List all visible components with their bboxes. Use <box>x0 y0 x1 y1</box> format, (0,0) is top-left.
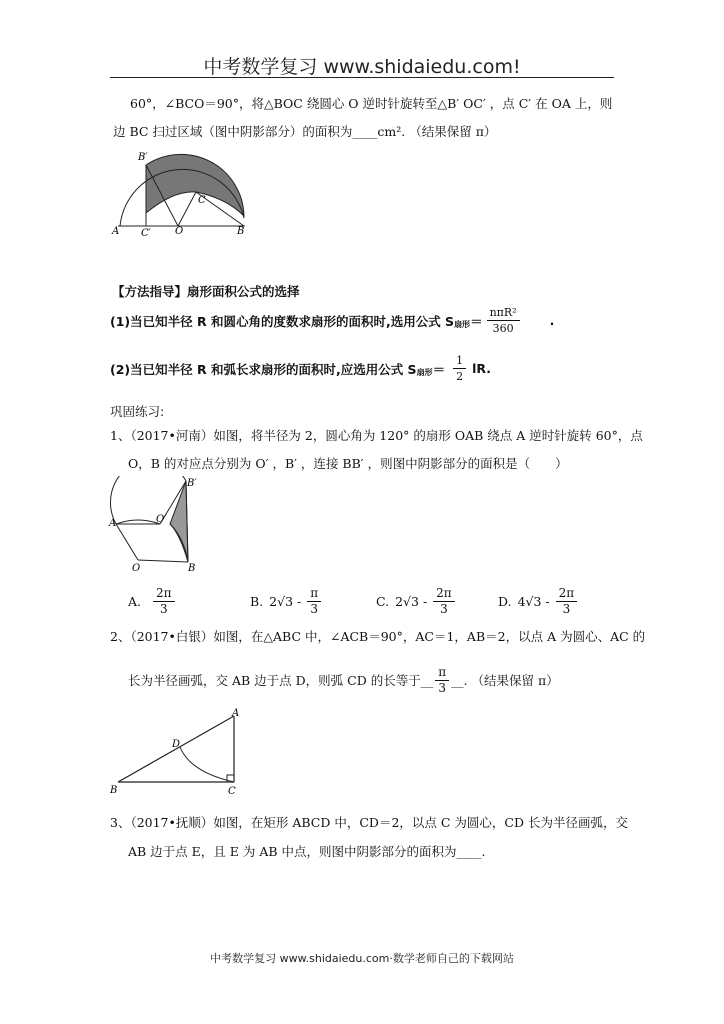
q2-arc-cd <box>180 747 234 782</box>
page-footer: 中考数学复习 www.shidaiedu.com·数学老师自己的下载网站 <box>210 952 514 965</box>
q1-option-a-den: 3 <box>159 602 168 616</box>
q2-answer-den: 3 <box>438 681 446 695</box>
fig1-label-c: C <box>198 195 206 206</box>
q1-a-o <box>116 524 138 560</box>
q1-option-c[interactable] <box>376 586 455 617</box>
figure-1 <box>108 148 253 238</box>
q2-label-c: C <box>228 786 236 797</box>
q1-option-c-den: 3 <box>440 602 448 616</box>
intro-line-2: 边 BC 扫过区域（图中阴影部分）的面积为____cm². （结果保留 π） <box>113 124 497 139</box>
q1-option-a[interactable] <box>128 586 175 617</box>
method-item-2-num: 1 <box>453 353 466 369</box>
method-item-1-text: (1)当已知半径 R 和圆心角的度数求扇形的面积时,选用公式 S <box>110 313 455 329</box>
fig1-label-cprime: C′ <box>141 228 151 238</box>
method-item-1 <box>110 305 554 336</box>
q2-line-2 <box>128 665 559 696</box>
q2-answer-frac <box>435 665 449 696</box>
fig1-o-c <box>178 192 196 226</box>
method-item-2-end: lR. <box>472 361 491 376</box>
q2-line-1: 2、（2017•白银）如图，在△ABC 中，∠ACB＝90°，AC＝1，AB＝2，以点 A 为圆心、AC 的 <box>110 629 646 644</box>
method-item-2-den: 2 <box>456 370 464 383</box>
practice-heading: 巩固练习: <box>110 404 165 419</box>
q1-option-b[interactable] <box>250 586 321 617</box>
method-item-1-end: . <box>549 313 555 328</box>
q1-label-oprime: O′ <box>156 514 167 525</box>
method-item-2-text: (2)当已知半径 R 和弧长求扇形的面积时,应选用公式 S <box>110 361 417 377</box>
method-item-1-num: nπR² <box>487 305 520 321</box>
q2-label-b: B <box>110 785 118 796</box>
q1-label-o: O <box>132 563 141 572</box>
figure-q2 <box>108 706 248 798</box>
method-item-1-sub: 扇形 <box>454 320 471 329</box>
figure-q1 <box>108 476 208 572</box>
fig1-label-o: O <box>175 226 184 237</box>
q1-option-d-num: 2π <box>556 586 578 602</box>
q1-option-c-prefix: 2√3 - <box>395 594 428 609</box>
q1-option-c-letter: C. <box>376 594 390 609</box>
q1-option-d-letter: D. <box>498 594 512 609</box>
q1-option-b-frac <box>307 586 321 617</box>
q1-label-b: B <box>188 563 196 572</box>
q1-label-bprime: B′ <box>187 478 197 489</box>
method-title: 【方法指导】扇形面积公式的选择 <box>112 284 300 299</box>
q1-option-b-num: π <box>307 586 321 602</box>
q1-option-a-letter: A. <box>128 594 142 609</box>
intro-line-1: 60°，∠BCO＝90°，将△BOC 绕圆心 O 逆时针旋转至△B′ OC′ ，点 C′ 在 OA 上，则 <box>130 96 613 111</box>
q1-option-b-prefix: 2√3 - <box>269 594 302 609</box>
method-item-1-eq: ＝ <box>470 313 483 329</box>
q2-answer-num: π <box>435 665 449 681</box>
q1-option-c-num: 2π <box>433 586 455 602</box>
q1-option-a-num: 2π <box>153 586 175 602</box>
method-item-1-den: 360 <box>492 322 514 335</box>
q1-option-c-frac <box>433 586 455 617</box>
fig1-label-a: A <box>112 226 120 237</box>
q1-option-d-frac <box>556 586 578 617</box>
q1-line-1: 1、（2017•河南）如图，将半径为 2，圆心角为 120° 的扇形 OAB 绕点 A 逆时针旋转 60°，点 <box>110 428 643 443</box>
page-header: 中考数学复习 www.shidaiedu.com! <box>203 56 521 78</box>
q3-line-2: AB 边于点 E，且 E 为 AB 中点，则图中阴影部分的面积为____. <box>128 844 486 859</box>
q1-option-b-den: 3 <box>310 602 319 616</box>
fig1-label-bprime: B′ <box>138 152 148 163</box>
q2-label-d: D <box>172 739 181 750</box>
q1-label-a: A <box>109 518 117 529</box>
q1-option-d[interactable] <box>498 586 577 617</box>
method-item-2 <box>110 353 491 384</box>
q1-option-d-prefix: 4√3 - <box>517 594 550 609</box>
fig1-shaded-region <box>146 154 244 216</box>
q1-option-a-frac <box>153 586 175 617</box>
q3-line-1: 3、（2017•抚顺）如图，在矩形 ABCD 中，CD＝2，以点 C 为圆心，CD 长为半径画弧，交 <box>110 815 628 830</box>
header-rule <box>110 77 614 78</box>
method-item-1-formula <box>487 305 520 336</box>
method-item-2-formula <box>453 353 466 384</box>
q1-line-2: O，B 的对应点分别为 O′ ，B′ ，连接 BB′ ，则图中阴影部分的面积是（ ） <box>128 456 568 471</box>
method-item-2-sub: 扇形 <box>416 368 433 377</box>
q1-option-d-den: 3 <box>562 602 571 616</box>
q2-line-2-post: __. （结果保留 π） <box>451 672 559 688</box>
method-item-2-eq: ＝ <box>432 361 446 377</box>
q1-option-b-letter: B. <box>250 594 264 609</box>
q2-label-a: A <box>232 708 240 719</box>
q2-line-2-pre: 长为半径画弧，交 AB 边于点 D，则弧 CD 的长等于__ <box>128 672 434 688</box>
q1-small-arc <box>116 520 160 524</box>
fig1-label-b: B <box>237 226 245 237</box>
q1-o-b <box>138 560 188 562</box>
